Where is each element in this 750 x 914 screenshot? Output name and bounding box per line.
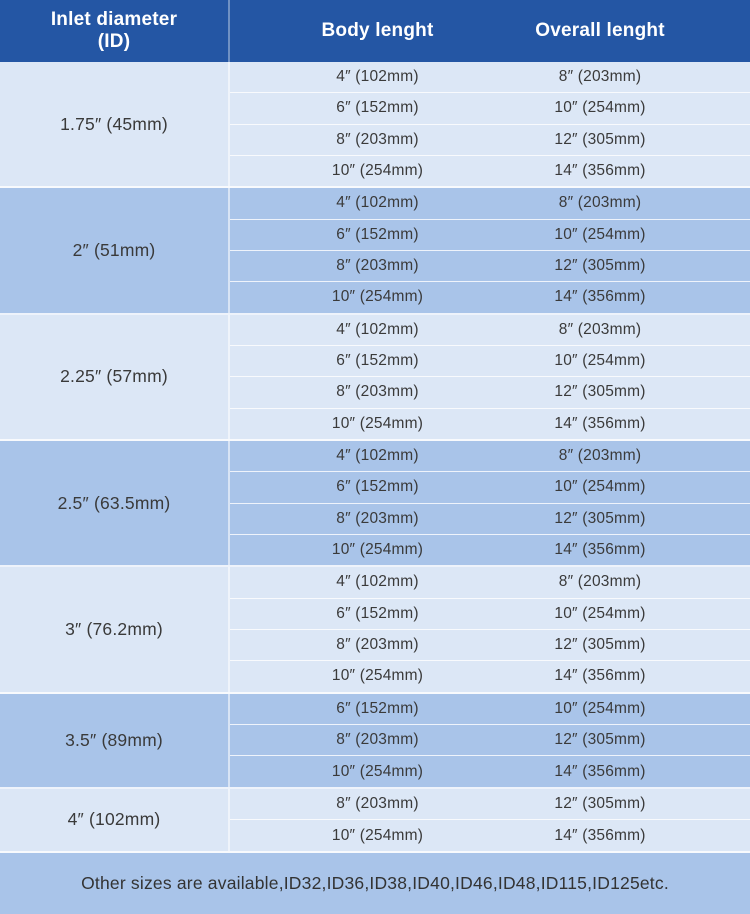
size-group-rows — [230, 441, 750, 565]
table-body — [0, 62, 750, 853]
overall-length-cell: 14″ (356mm) — [554, 826, 646, 844]
table-row — [230, 756, 750, 786]
overall-length-cell: 14″ (356mm) — [554, 762, 646, 780]
size-group-rows — [230, 694, 750, 787]
overall-length-cell: 12″ (305mm) — [554, 257, 646, 275]
table-row — [230, 441, 750, 472]
body-length-cell: 4″ (102mm) — [336, 447, 419, 465]
header-inlet-diameter-line1: Inlet diameter — [50, 8, 178, 30]
size-group-rows — [230, 62, 750, 186]
overall-length-cell: 12″ (305mm) — [554, 795, 646, 813]
overall-length-cell: 12″ (305mm) — [554, 383, 646, 401]
overall-length-cell: 10″ (254mm) — [554, 604, 646, 622]
overall-length-cell: 12″ (305mm) — [554, 130, 646, 148]
table-row — [230, 282, 750, 312]
table-row — [230, 789, 750, 821]
body-length-cell: 10″ (254mm) — [331, 414, 424, 432]
body-length-cell: 10″ (254mm) — [331, 541, 424, 559]
table-row — [230, 820, 750, 851]
overall-length-cell: 10″ (254mm) — [554, 478, 646, 496]
overall-length-cell: 14″ (356mm) — [554, 541, 646, 559]
inlet-diameter-cell: 3.5″ (89mm) — [0, 694, 230, 787]
body-length-cell: 6″ (152mm) — [336, 99, 419, 117]
overall-length-cell: 14″ (356mm) — [554, 667, 646, 685]
header-inlet-diameter-line2: (ID) — [97, 31, 131, 52]
body-length-cell: 8″ (203mm) — [336, 383, 419, 401]
table-header-row — [0, 0, 750, 62]
body-length-cell: 8″ (203mm) — [336, 636, 419, 654]
overall-length-cell: 14″ (356mm) — [554, 162, 646, 180]
body-length-cell: 10″ (254mm) — [331, 826, 424, 844]
size-group — [0, 567, 750, 693]
overall-length-cell: 8″ (203mm) — [558, 573, 642, 591]
body-length-cell: 8″ (203mm) — [336, 795, 419, 813]
inlet-diameter-cell: 2.25″ (57mm) — [0, 315, 230, 439]
table-row — [230, 220, 750, 251]
table-row — [230, 315, 750, 346]
body-length-cell: 4″ (102mm) — [336, 320, 419, 338]
body-length-cell: 6″ (152mm) — [336, 478, 419, 496]
table-row — [230, 535, 750, 565]
body-length-cell: 10″ (254mm) — [331, 667, 424, 685]
header-overall-length: Overall lenght — [535, 20, 665, 41]
body-length-cell: 6″ (152mm) — [336, 604, 419, 622]
body-length-cell: 8″ (203mm) — [336, 509, 419, 527]
overall-length-cell: 12″ (305mm) — [554, 731, 646, 749]
table-row — [230, 251, 750, 282]
table-row — [230, 599, 750, 630]
size-group-rows — [230, 789, 750, 851]
table-row — [230, 188, 750, 219]
inlet-diameter-cell: 2.5″ (63.5mm) — [0, 441, 230, 565]
body-length-cell: 4″ (102mm) — [336, 573, 419, 591]
table-row — [230, 377, 750, 408]
overall-length-cell: 12″ (305mm) — [554, 636, 646, 654]
table-row — [230, 567, 750, 598]
header-inlet-diameter — [0, 0, 230, 62]
inlet-diameter-cell: 4″ (102mm) — [0, 789, 230, 851]
size-group-rows — [230, 567, 750, 691]
table-row — [230, 156, 750, 186]
overall-length-cell: 10″ (254mm) — [554, 99, 646, 117]
inlet-diameter-cell: 2″ (51mm) — [0, 188, 230, 312]
overall-length-cell: 10″ (254mm) — [554, 352, 646, 370]
body-length-cell: 10″ (254mm) — [331, 762, 424, 780]
table-row — [230, 62, 750, 93]
table-row — [230, 346, 750, 377]
overall-length-cell: 8″ (203mm) — [558, 320, 642, 338]
overall-length-cell: 10″ (254mm) — [554, 225, 646, 243]
body-length-cell: 4″ (102mm) — [336, 194, 419, 212]
overall-length-cell: 14″ (356mm) — [554, 414, 646, 432]
body-length-cell: 10″ (254mm) — [331, 288, 424, 306]
overall-length-cell: 14″ (356mm) — [554, 288, 646, 306]
table-row — [230, 472, 750, 503]
table-row — [230, 661, 750, 691]
size-group — [0, 188, 750, 314]
header-length-columns — [230, 0, 750, 62]
body-length-cell: 8″ (203mm) — [336, 731, 419, 749]
footer-note: Other sizes are available,ID32,ID36,ID38,ID40,ID46,ID48,ID115,ID125etc. — [81, 873, 669, 893]
inlet-diameter-cell: 3″ (76.2mm) — [0, 567, 230, 691]
table-row — [230, 630, 750, 661]
overall-length-cell: 10″ (254mm) — [554, 699, 646, 717]
body-length-cell: 4″ (102mm) — [336, 68, 419, 86]
size-group-rows — [230, 188, 750, 312]
size-group — [0, 694, 750, 789]
overall-length-cell: 12″ (305mm) — [554, 509, 646, 527]
body-length-cell: 6″ (152mm) — [336, 699, 419, 717]
overall-length-cell: 8″ (203mm) — [558, 68, 642, 86]
overall-length-cell: 8″ (203mm) — [558, 194, 642, 212]
body-length-cell: 6″ (152mm) — [336, 352, 419, 370]
body-length-cell: 8″ (203mm) — [336, 130, 419, 148]
size-group — [0, 789, 750, 853]
size-group — [0, 441, 750, 567]
table-row — [230, 409, 750, 439]
size-group — [0, 62, 750, 188]
body-length-cell: 10″ (254mm) — [331, 162, 424, 180]
table-row — [230, 93, 750, 124]
table-row — [230, 694, 750, 725]
footer-note-row — [0, 853, 750, 914]
header-body-length: Body lenght — [321, 20, 434, 41]
size-group — [0, 315, 750, 441]
body-length-cell: 8″ (203mm) — [336, 257, 419, 275]
table-row — [230, 125, 750, 156]
table-row — [230, 504, 750, 535]
table-row — [230, 725, 750, 756]
size-group-rows — [230, 315, 750, 439]
overall-length-cell: 8″ (203mm) — [558, 447, 642, 465]
inlet-diameter-cell: 1.75″ (45mm) — [0, 62, 230, 186]
body-length-cell: 6″ (152mm) — [336, 225, 419, 243]
